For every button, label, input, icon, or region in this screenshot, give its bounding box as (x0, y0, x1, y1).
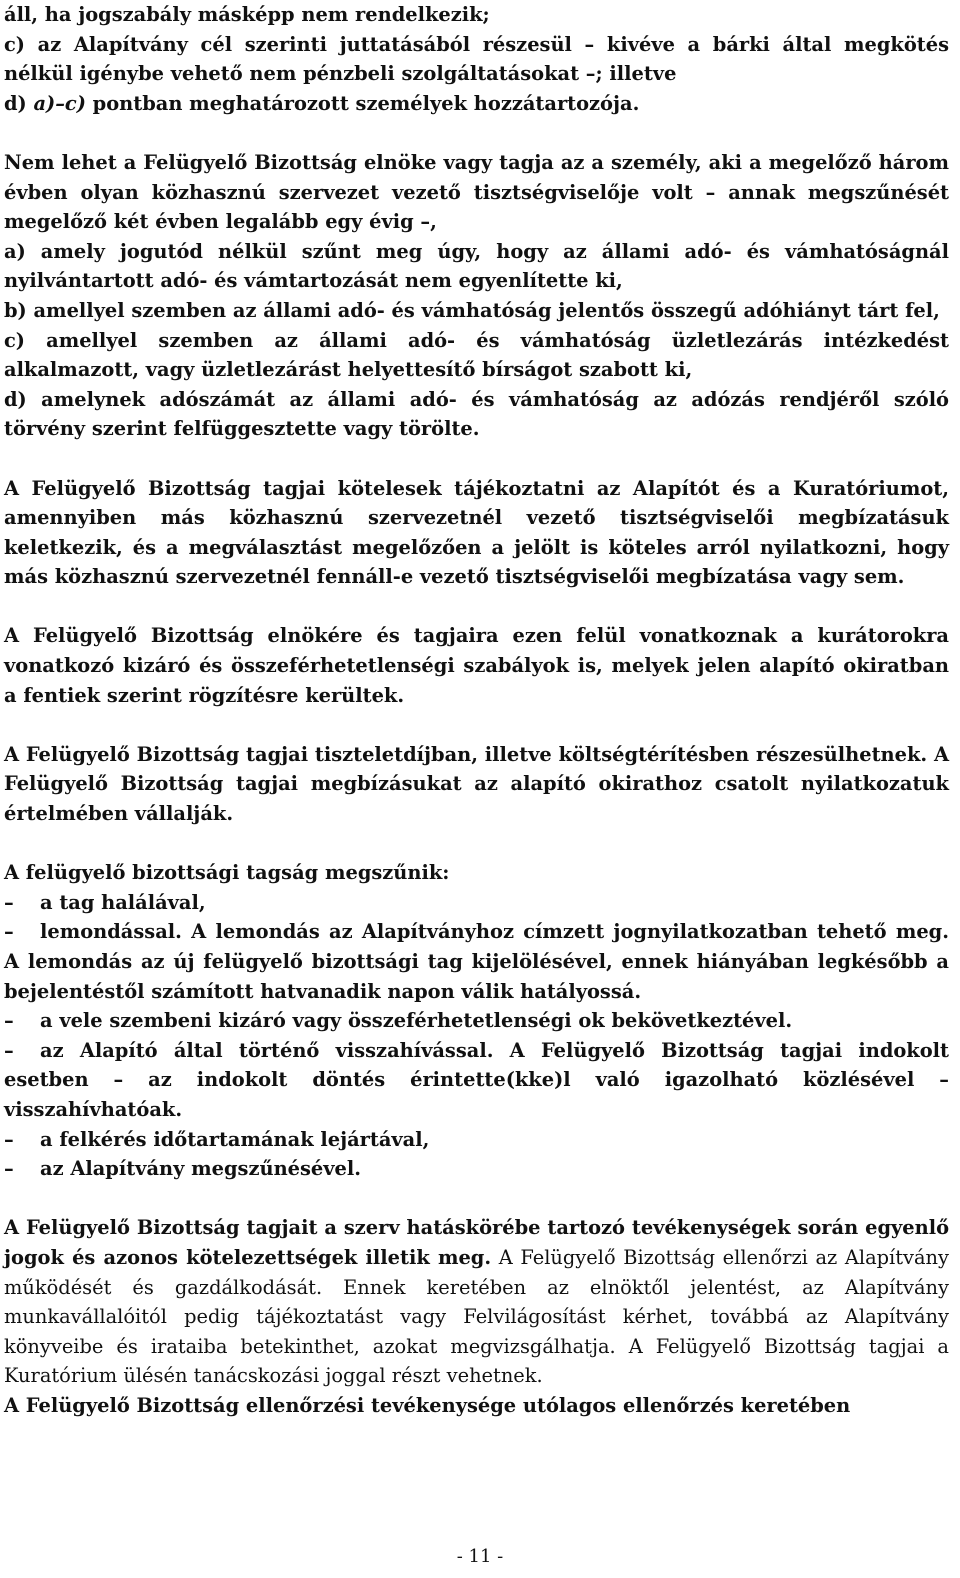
rights-paragraph (4, 1213, 949, 1391)
termination-item-text: a tag halálával, (40, 890, 206, 914)
dash-bullet: – (4, 1127, 14, 1151)
control-paragraph: A Felügyelő Bizottság ellenőrzési tevékenysége utólagos ellenőrzés keretében (4, 1393, 851, 1417)
ineligible-point-c: c) amellyel szemben az állami adó- és vámhatóság üzletlezárás intézkedést alkalmazott, vagy üzletlezárást helyettesítő bírságot szabott ki, (4, 328, 949, 382)
incompatibility-paragraph: A Felügyelő Bizottság elnökére és tagjaira ezen felül vonatkoznak a kurátorokra vonatkozó kizáró és összeférhetetlenségi szabályok is, melyek jelen alapító okiratban a fentiek szerint rögzítésre kerültek. (4, 624, 949, 707)
termination-item (4, 888, 949, 918)
intro-line-2: c) az Alapítvány cél szerinti juttatásából részesül – kivéve a bárki által megkötés nélkül igénybe vehető nem pénzbeli szolgáltatásokat –; illetve (4, 32, 949, 86)
ineligible-point-b: b) amellyel szemben az állami adó- és vámhatóság jelentős összegű adóhiányt tárt fel, (4, 298, 940, 322)
dash-bullet: – (4, 890, 14, 914)
dash-bullet: – (4, 1157, 14, 1181)
intro-line-3-prefix: d) (4, 91, 34, 115)
rights-normal-text: A Felügyelő Bizottság ellenőrzi az Alapítvány működését és gazdálkodását. Ennek keretében az elnöktől jelentést, az Alapítvány munkavállalóitól pedig tájékoztatást vagy Felvilágosítást kérhet, továbbá az Alapítvány könyveibe és irataiba betekinthet, azokat megvizsgálhatja. A Felügyelő Bizottság tagjai a Kuratórium ülésén tanácskozási joggal részt vehetnek. (4, 1245, 949, 1388)
ineligible-point-d: d) amelynek adószámát az állami adó- és vámhatóság az adózás rendjéről szóló törvény szerint felfüggesztette vagy törölte. (4, 387, 949, 441)
document-page (4, 0, 949, 1421)
intro-line-3-ref: a)–c) (33, 91, 86, 115)
termination-item (4, 1006, 949, 1036)
intro-line-3-rest: pontban meghatározott személyek hozzátartozója. (85, 91, 640, 115)
termination-item-text: a vele szembeni kizáró vagy összeférhetetlenségi ok bekövetkeztével. (40, 1009, 793, 1033)
intro-line-3 (4, 89, 949, 119)
termination-item-text: lemondással. A lemondás az Alapítványhoz címzett jognyilatkozatban tehető meg. A lemondás az új felügyelő bizottsági tag kijelölésével, ennek hiányában legkésőbb a bejelentéstől számított hatvanadik napon válik hatályossá. (4, 920, 949, 1003)
termination-item-text: az Alapító által történő visszahívással. A Felügyelő Bizottság tagjai indokolt esetben – az indokolt döntés érintette(kke)l való igazolható közlésével – visszahívhatóak. (4, 1038, 949, 1121)
termination-item-text: az Alapítvány megszűnésével. (40, 1157, 361, 1181)
page-number: - 11 - (456, 1546, 504, 1567)
fees-paragraph: A Felügyelő Bizottság tagjai tiszteletdíjban, illetve költségtérítésben részesülhetnek. A Felügyelő Bizottság tagjai megbízásukat az alapító okirathoz csatolt nyilatkozatuk értelmében vállalják. (4, 742, 949, 826)
rights-bold-text: A Felügyelő Bizottság tagjait a szerv hatáskörébe tartozó tevékenységek során egyenlő jogok és azonos kötelezettségek illetik meg. (4, 1216, 949, 1269)
dash-bullet: – (4, 1009, 14, 1033)
dash-bullet: – (4, 920, 14, 944)
termination-item (4, 917, 949, 1006)
termination-item-text: a felkérés időtartamának lejártával, (40, 1127, 430, 1151)
termination-item (4, 1036, 949, 1125)
ineligible-lead: Nem lehet a Felügyelő Bizottság elnöke vagy tagja az a személy, aki a megelőző három évben olyan közhasznú szervezet vezető tisztségviselője volt – annak megszűnését megelőző két évben legalább egy évig –, (4, 150, 949, 234)
termination-item (4, 1125, 949, 1155)
termination-lead: A felügyelő bizottsági tagság megszűnik: (4, 861, 450, 885)
dash-bullet: – (4, 1038, 14, 1062)
ineligible-point-a: a) amely jogutód nélkül szűnt meg úgy, hogy az állami adó- és vámhatóságnál nyilvántartott adó- és vámtartozását nem egyenlítette ki, (4, 239, 949, 293)
intro-line-1: áll, ha jogszabály másképp nem rendelkezik; (4, 3, 490, 26)
termination-item (4, 1154, 949, 1184)
inform-paragraph: A Felügyelő Bizottság tagjai kötelesek tájékoztatni az Alapítót és a Kuratóriumot, amennyiben más közhasznú szervezetnél vezető tisztségviselői megbízatásuk keletkezik, és a megválasztást megelőzően a jelölt is köteles arról nyilatkozni, hogy más közhasznú szervezetnél fennáll-e vezető tisztségviselői megbízatása vagy sem. (4, 476, 949, 589)
